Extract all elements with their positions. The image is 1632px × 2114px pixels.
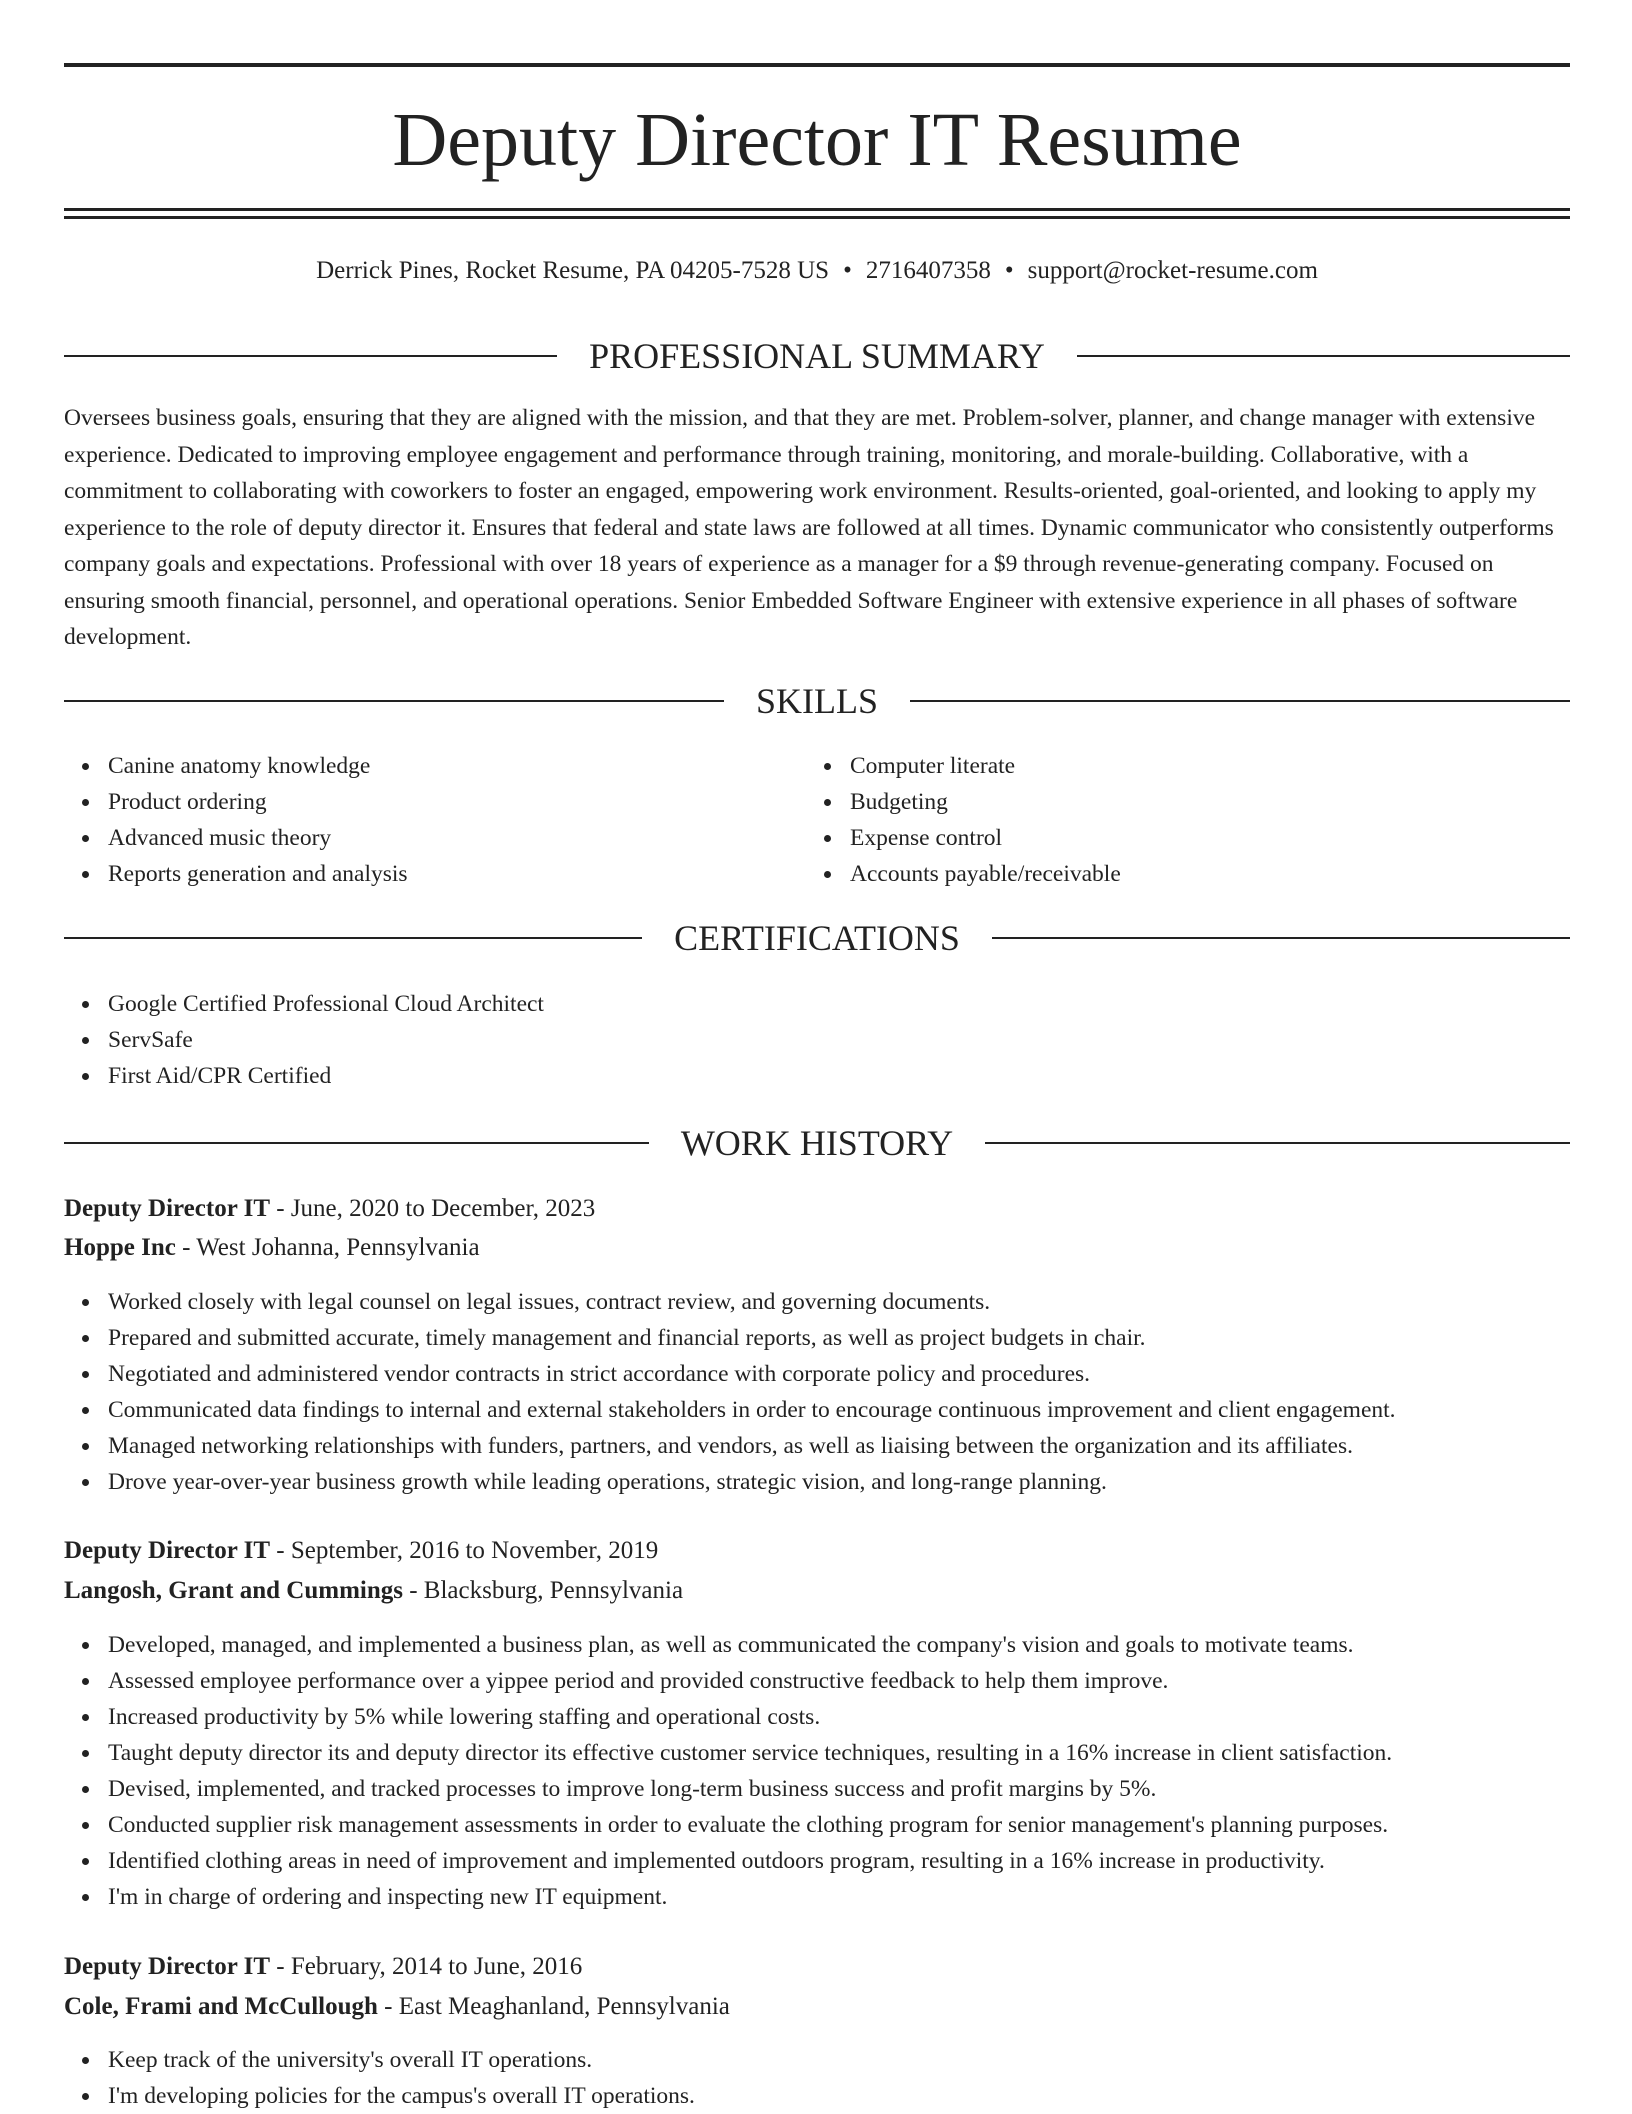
heading-rule-left <box>64 1142 649 1144</box>
skill-item: Expense control <box>850 820 1550 856</box>
skills-list-right <box>806 748 1550 892</box>
skills-heading-label: SKILLS <box>756 681 879 721</box>
skill-item: Product ordering <box>108 784 808 820</box>
skill-item: Advanced music theory <box>108 820 808 856</box>
job-title: Deputy Director IT <box>64 1953 270 1980</box>
job-title-line <box>64 1948 1570 1986</box>
contact-address: Derrick Pines, Rocket Resume, PA 04205-7528 US <box>316 257 830 284</box>
job-title: Deputy Director IT <box>64 1537 270 1564</box>
skill-item: Budgeting <box>850 784 1550 820</box>
job-dates: - September, 2016 to November, 2019 <box>270 1537 659 1564</box>
certifications-heading <box>64 916 1570 960</box>
list-item: Managed networking relationships with funders, partners, and vendors, as well as liaising between the organization and its affiliates. <box>108 1428 1614 1464</box>
contact-separator: • <box>843 257 852 284</box>
certification-item: ServSafe <box>108 1022 1108 1058</box>
job-company: Langosh, Grant and Cummings <box>64 1577 403 1604</box>
list-item: Prepared and submitted accurate, timely management and financial reports, as well as project budgets in chair. <box>108 1320 1614 1356</box>
heading-rule-right <box>1077 355 1570 357</box>
certification-item: Google Certified Professional Cloud Architect <box>108 986 1108 1022</box>
list-item: Developed, managed, and implemented a business plan, as well as communicated the company's vision and goals to motivate teams. <box>108 1627 1614 1663</box>
job-bullets <box>64 1284 1614 1500</box>
job-company: Hoppe Inc <box>64 1234 176 1261</box>
job-bullets <box>64 1627 1614 1915</box>
job-dates: - June, 2020 to December, 2023 <box>270 1195 596 1222</box>
list-item: Keep track of the university's overall IT operations. <box>108 2042 1614 2078</box>
list-item: Identified clothing areas in need of improvement and implemented outdoors program, resulting in a 16% increase in productivity. <box>108 1843 1614 1879</box>
contact-phone: 2716407358 <box>865 257 991 284</box>
list-item: I'm in charge of ordering and inspecting new IT equipment. <box>108 1879 1614 1915</box>
skill-item: Accounts payable/receivable <box>850 856 1550 892</box>
job-company-line <box>64 1572 1570 1610</box>
job-bullets <box>64 2042 1614 2114</box>
list-item: Worked closely with legal counsel on legal issues, contract review, and governing documents. <box>108 1284 1614 1320</box>
job-company-line <box>64 1229 1570 1267</box>
skill-item: Canine anatomy knowledge <box>108 748 808 784</box>
list-item: Conducted supplier risk management assessments in order to evaluate the clothing program for senior management's planning purposes. <box>108 1807 1614 1843</box>
heading-rule-right <box>985 1142 1570 1144</box>
heading-rule-left <box>64 355 557 357</box>
summary-heading <box>64 334 1570 378</box>
heading-rule-right <box>910 700 1570 702</box>
list-item: Drove year-over-year business growth while leading operations, strategic vision, and long-range planning. <box>108 1464 1614 1500</box>
job-location: - East Meaghanland, Pennsylvania <box>377 1993 730 2020</box>
contact-line <box>64 253 1570 289</box>
list-item: I'm developing policies for the campus's overall IT operations. <box>108 2078 1614 2114</box>
skills-heading <box>64 679 1570 723</box>
list-item: Taught deputy director its and deputy director its effective customer service techniques, resulting in a 16% increase in client satisfaction. <box>108 1735 1614 1771</box>
job-location: - West Johanna, Pennsylvania <box>175 1234 480 1261</box>
heading-rule-right <box>992 937 1570 939</box>
contact-separator: • <box>1004 257 1014 284</box>
job-company-line <box>64 1988 1570 2026</box>
job-location: - Blacksburg, Pennsylvania <box>402 1577 684 1604</box>
list-item: Negotiated and administered vendor contracts in strict accordance with corporate policy and procedures. <box>108 1356 1614 1392</box>
work-history-heading <box>64 1121 1570 1165</box>
summary-heading-label: PROFESSIONAL SUMMARY <box>589 336 1045 376</box>
title-bottom-rule <box>64 208 1570 211</box>
certification-item: First Aid/CPR Certified <box>108 1058 1108 1094</box>
heading-rule-left <box>64 937 642 939</box>
job-title-line <box>64 1190 1570 1228</box>
job-title: Deputy Director IT <box>64 1195 270 1222</box>
work-history-heading-label: WORK HISTORY <box>680 1123 954 1163</box>
list-item: Devised, implemented, and tracked processes to improve long-term business success and profit margins by 5%. <box>108 1771 1614 1807</box>
job-dates: - February, 2014 to June, 2016 <box>270 1953 583 1980</box>
list-item: Assessed employee performance over a yippee period and provided constructive feedback to help them improve. <box>108 1663 1614 1699</box>
title-bottom-rule-second <box>64 216 1570 219</box>
certifications-list <box>64 986 1108 1094</box>
title-top-rule <box>64 63 1570 67</box>
job-company: Cole, Frami and McCullough <box>64 1993 378 2020</box>
skill-item: Computer literate <box>850 748 1550 784</box>
contact-email: support@rocket-resume.com <box>1027 257 1318 284</box>
job-title-line <box>64 1532 1570 1570</box>
heading-rule-left <box>64 700 724 702</box>
certifications-heading-label: CERTIFICATIONS <box>674 918 960 958</box>
summary-text: Oversees business goals, ensuring that they are aligned with the mission, and that they are met. Problem-solver, planner, and change manager with extensive experience. Dedicated to improving employee engagement and performance through training, monitoring, and morale-building. Collaborative, with a commitment to collaborating with coworkers to foster an engaged, empowering work environment. Results-oriented, goal-oriented, and looking to apply my experience to the role of deputy director it. Ensures that federal and state laws are followed at all times. Dynamic communicator who consistently outperforms company goals and expectations. Professional with over 18 years of experience as a manager for a $9 through revenue-generating company. Focused on ensuring smooth financial, personnel, and operational operations. Senior Embedded Software Engineer with extensive experience in all phases of software development. <box>64 405 1554 650</box>
list-item: Communicated data findings to internal and external stakeholders in order to encourage continuous improvement and client engagement. <box>108 1392 1614 1428</box>
list-item: Increased productivity by 5% while lowering staffing and operational costs. <box>108 1699 1614 1735</box>
skill-item: Reports generation and analysis <box>108 856 808 892</box>
skills-list-left <box>64 748 808 892</box>
page-title: Deputy Director IT Resume <box>392 98 1242 182</box>
